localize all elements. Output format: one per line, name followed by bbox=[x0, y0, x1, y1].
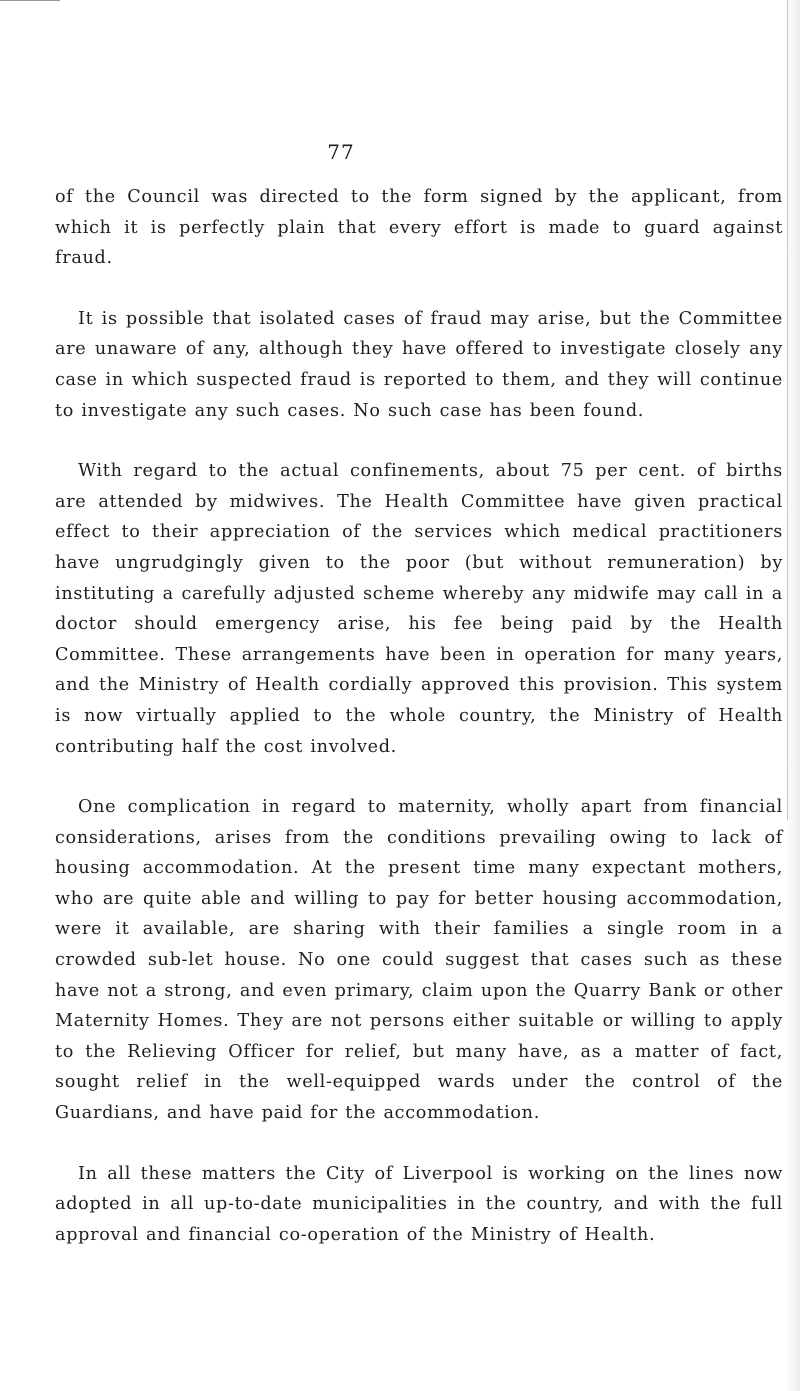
paragraph: It is possible that isolated cases of fraud may arise, but the Committee are unaware of any, although they have offered to investigate closely any case in which suspected fraud is reported to them, and they will continue to investigate any such cases. No such case has been found. bbox=[55, 308, 783, 421]
body-text bbox=[55, 182, 783, 1280]
scan-edge-mark bbox=[0, 0, 60, 1]
scan-edge-shading bbox=[786, 0, 800, 1391]
paragraph: In all these matters the City of Liverpool is working on the lines now adopted in all up-to-date municipalities in the country, and with the full approval and financial co-operation of the Ministry of Health. bbox=[55, 1163, 783, 1245]
paragraph: of the Council was directed to the form signed by the applicant, from which it is perfectly plain that every effort is made to guard against fraud. bbox=[55, 187, 783, 269]
paragraph: One complication in regard to maternity, wholly apart from financial considerations, arises from the conditions prevailing owing to lack of housing accommodation. At the present time many expectant mothers, who are quite able and willing to pay for better housing accommodation, were it available, are sharing with their families a single room in a crowded sub-let house. No one could suggest that cases such as these have not a strong, and even primary, claim upon the Quarry Bank or other Maternity Homes. They are not persons either suitable or willing to apply to the Relieving Officer for relief, but many have, as a matter of fact, sought relief in the well-equipped wards under the control of the Guardians, and have paid for the accommodation. bbox=[55, 797, 783, 1124]
page-number: 77 bbox=[327, 140, 355, 164]
scan-edge-line bbox=[787, 0, 788, 820]
paragraph: With regard to the actual confinements, about 75 per cent. of births are attended by midwives. The Health Committee have given practical effect to their appreciation of the services which medical practitioners have ungrudgingly given to the poor (but without remuneration) by instituting a carefully adjusted scheme whereby any midwife may call in a doctor should emergency arise, his fee being paid by the Health Committee. These arrangements have been in operation for many years, and the Ministry of Health cordially approved this provision. This system is now virtually applied to the whole country, the Ministry of Health contributing half the cost involved. bbox=[55, 461, 783, 757]
